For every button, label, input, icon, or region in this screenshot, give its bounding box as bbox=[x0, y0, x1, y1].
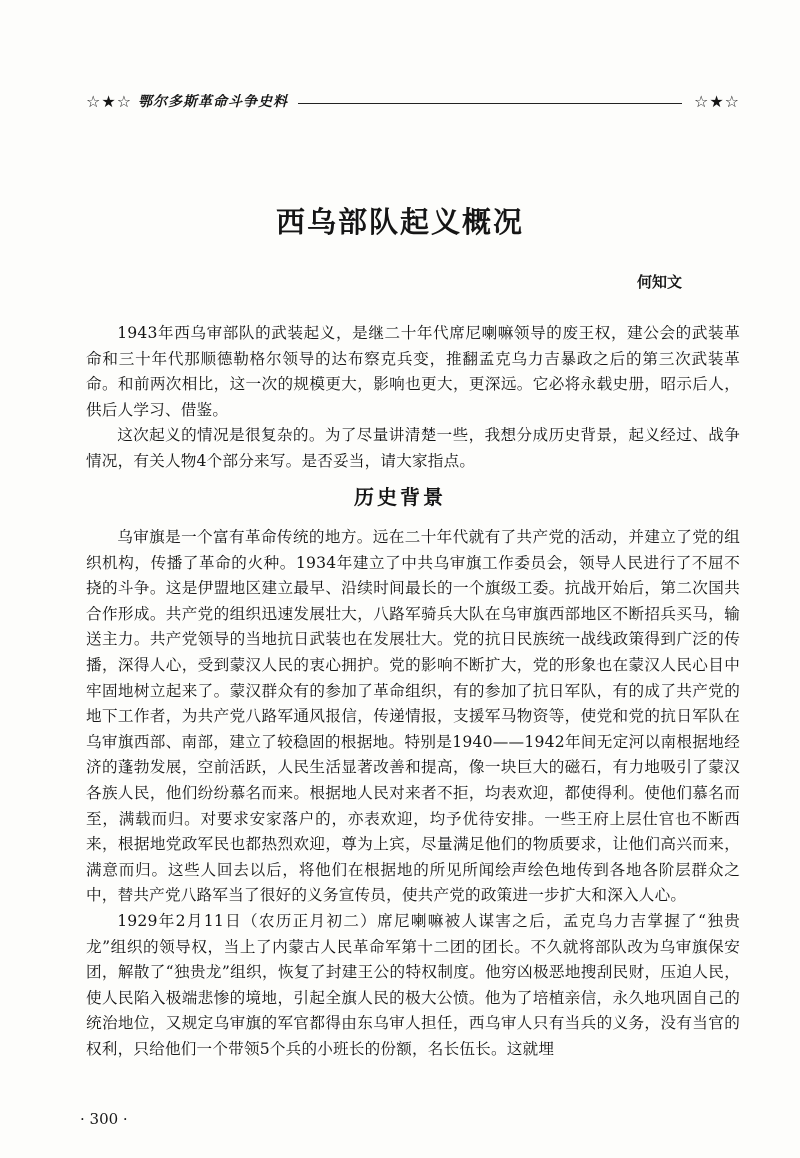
intro-section bbox=[86, 321, 740, 475]
paragraph: 1943年西乌审部队的武装起义，是继二十年代席尼喇嘛领导的废王权，建公会的武装革命和三十年代那顺德勒格尔领导的达布察克兵变，推翻孟克乌力吉暴政之后的第三次武装革命。和前两次相比，这一次的规模更大，影响也更大，更深远。它必将永载史册，昭示后人，供后人学习、借鉴。 bbox=[86, 324, 740, 419]
paragraph: 乌审旗是一个富有革命传统的地方。远在二十年代就有了共产党的活动，并建立了党的组织机构，传播了革命的火种。1934年建立了中共乌审旗工作委员会，领导人民进行了不屈不挠的斗争。这是伊盟地区建立最早、沿续时间最长的一个旗级工委。抗战开始后，第二次国共合作形成。共产党的组织迅速发展壮大，八路军骑兵大队在乌审旗西部地区不断招兵买马，输送主力。共产党领导的当地抗日武装也在发展壮大。党的抗日民族统一战线政策得到广泛的传播，深得人心，受到蒙汉人民的衷心拥护。党的影响不断扩大，党的形象也在蒙汉人民心目中牢固地树立起来了。蒙汉群众有的参加了革命组织，有的参加了抗日军队，有的成了共产党的地下工作者，为共产党八路军通风报信，传递情报，支援军马物资等，使党和党的抗日军队在乌审旗西部、南部，建立了较稳固的根据地。特别是1940——1942年间无定河以南根据地经济的蓬勃发展，空前活跃，人民生活显著改善和提高，像一块巨大的磁石，有力地吸引了蒙汉各族人民，他们纷纷慕名而来。根据地人民对来者不拒，均表欢迎，都使得利。使他们慕名而至，满载而归。对要求安家落户的，亦表欢迎，均予优待安排。一些王府上层仕官也不断西来，根据地党政军民也都热烈欢迎，尊为上宾，尽量满足他们的物质要求，让他们高兴而来，满意而归。这些人回去以后，将他们在根据地的所见所闻绘声绘色地传到各地各阶层群众之中，替共产党八路军当了很好的义务宣传员，使共产党的政策进一步扩大和深入人心。 bbox=[86, 528, 740, 905]
series-title: 鄂尔多斯革命斗争史料 bbox=[138, 94, 289, 110]
section-heading: 历史背景 bbox=[354, 485, 446, 509]
star-ornament-icon: ☆★☆ bbox=[86, 92, 133, 111]
running-head bbox=[86, 90, 740, 114]
paragraph: 1929年2月11日（农历正月初二）席尼喇嘛被人谋害之后，孟克乌力吉掌握了“独贵龙”组织的领导权，当上了内蒙古人民革命军第十二团的团长。不久就将部队改为乌审旗保安团，解散了“独贵龙”组织，恢复了封建王公的特权制度。他穷凶极恶地搜刮民财，压迫人民，使人民陷入极端悲惨的境地，引起全旗人民的极大公愤。他为了培植亲信，永久地巩固自己的统治地位，又规定乌审旗的军官都得由东乌审人担任，西乌审人只有当兵的义务，没有当官的权利，只给他们一个带领5个兵的小班长的份额，名长伍长。这就埋 bbox=[86, 911, 740, 1058]
author-name: 何知文 bbox=[636, 273, 682, 291]
history-section bbox=[86, 525, 740, 1062]
page-number: · 300 · bbox=[80, 1110, 128, 1128]
paragraph: 这次起义的情况是很复杂的。为了尽量讲清楚一些，我想分成历史背景，起义经过、战争情况，有关人物4个部分来写。是否妥当，请大家指点。 bbox=[86, 426, 740, 470]
header-rule bbox=[298, 103, 682, 104]
article-title: 西乌部队起义概况 bbox=[275, 205, 524, 239]
star-ornament-icon: ☆★☆ bbox=[693, 92, 740, 111]
